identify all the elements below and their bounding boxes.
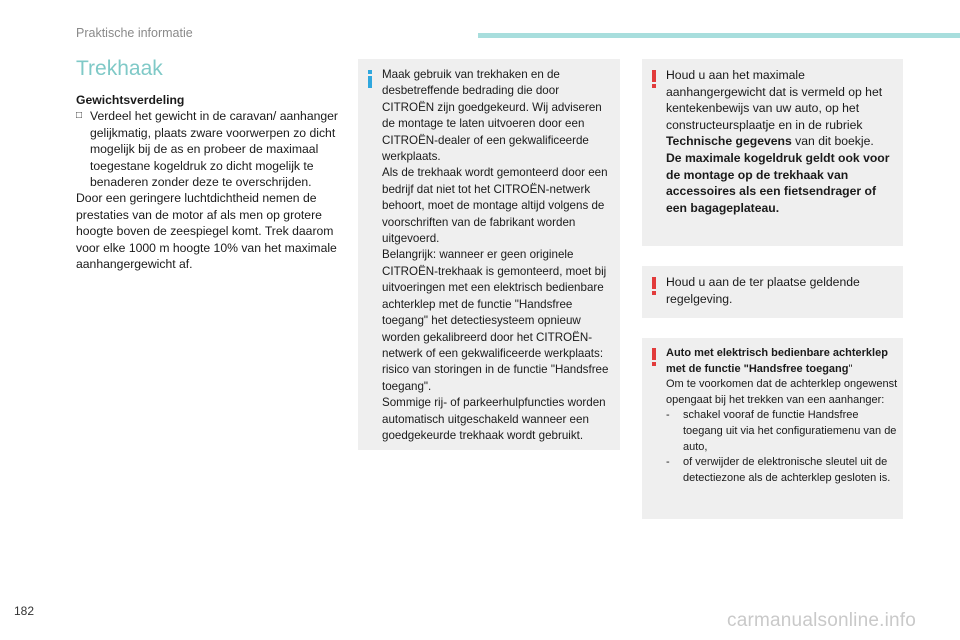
warning-panel-text xyxy=(666,346,900,486)
dash-bullet: - xyxy=(666,409,670,422)
warning-text: Houd u aan het maximale aanhangergewicht dat is vermeld op het kentekenbewijs van uw auto, op het constructeursplaatje en in de rubriek xyxy=(666,68,883,132)
tow-ball-load-statement: De maximale kogeldruk geldt ook voor de montage op de trekhaak van accessoires als een fietsendrager of een bagageplateau. xyxy=(666,150,890,215)
warning-panel-trailer-weight xyxy=(642,59,903,246)
info-paragraph: Sommige rij- of parkeerhulpfuncties worden automatisch uitgeschakeld wanneer een goedgekeurde trekhaak wordt gebruikt. xyxy=(382,396,606,442)
warning-icon xyxy=(652,348,656,366)
page-number: 182 xyxy=(14,604,35,618)
left-column xyxy=(76,56,338,272)
info-panel xyxy=(358,59,620,450)
warning-text: Houd u aan de ter plaatse geldende regelgeving. xyxy=(666,275,860,306)
warning-panel-regulations xyxy=(642,266,903,318)
info-paragraph: Als de trekhaak wordt gemonteerd door een bedrijf dat niet tot het CITROËN-netwerk behoort, moet de montage altijd volgens de voorschriften van de fabrikant worden uitgevoerd. xyxy=(382,166,608,246)
warning-text: van dit boekje. xyxy=(791,134,874,149)
tailgate-heading: Auto met elektrisch bedienbare achterklep met de functie "Handsfree toegang" xyxy=(666,347,888,375)
bullet-item xyxy=(76,108,338,190)
list-item xyxy=(666,408,900,455)
checkbox-bullet-icon: □ xyxy=(76,110,83,122)
altitude-paragraph: Door een geringere luchtdichtheid nemen de prestaties van de motor af als men op grotere hoogte boven de zeespiegel komt. Trek daarom voor elke 1000 m hoogte 10% van het maximale aanhangergewicht af. xyxy=(76,191,337,272)
list-item-text: schakel vooraf de functie Handsfree toegang uit via het configuratiemenu van de auto, xyxy=(683,409,897,453)
warning-icon xyxy=(652,277,656,295)
watermark: carmanualsonline.info xyxy=(727,610,917,631)
info-paragraph: Belangrijk: wanneer er geen originele CITROËN-trekhaak is gemonteerd, moet bij uitvoeringen met een elektrisch bedienbare achterklep met de functie "Handsfree toegang" het detectiesysteem opnieuw worden gekalibreerd door het CITROËN-netwerk of een gekwalificeerde werkplaats: risico van storingen in de functie "Handsfree toegang". xyxy=(382,248,609,393)
list-item-text: of verwijder de elektronische sleutel uit de detectiezone als de achterklep gesloten is. xyxy=(683,456,891,484)
warning-panel-text xyxy=(666,67,890,216)
technical-data-reference: Technische gegevens xyxy=(666,134,792,149)
subheading-weight-distribution: Gewichtsverdeling xyxy=(76,93,185,107)
tailgate-intro: Om te voorkomen dat de achterklep ongewenst opengaat bij het trekken van een aanhanger: xyxy=(666,378,898,406)
warning-icon xyxy=(652,70,656,88)
info-panel-text xyxy=(382,67,614,444)
list-item xyxy=(666,455,900,486)
section-header: Praktische informatie xyxy=(76,26,193,40)
bullet-text: Verdeel het gewicht in de caravan/ aanhanger gelijkmatig, plaats zware voorwerpen zo dicht mogelijk bij de as en probeer de maximaal toegestane kogeldruk zo dicht mogelijk te benaderen zonder deze te overschrijden. xyxy=(90,109,338,190)
dash-bullet: - xyxy=(666,456,670,469)
info-icon xyxy=(368,70,372,88)
header-accent-bar xyxy=(478,33,960,38)
warning-panel-tailgate xyxy=(642,338,903,519)
info-paragraph: Maak gebruik van trekhaken en de desbetreffende bedrading die door CITROËN zijn goedgekeurd. Wij adviseren de montage te laten uitvoeren door een CITROËN-dealer of een gekwalificeerde werkplaats. xyxy=(382,68,602,164)
page-title: Trekhaak xyxy=(76,57,163,80)
